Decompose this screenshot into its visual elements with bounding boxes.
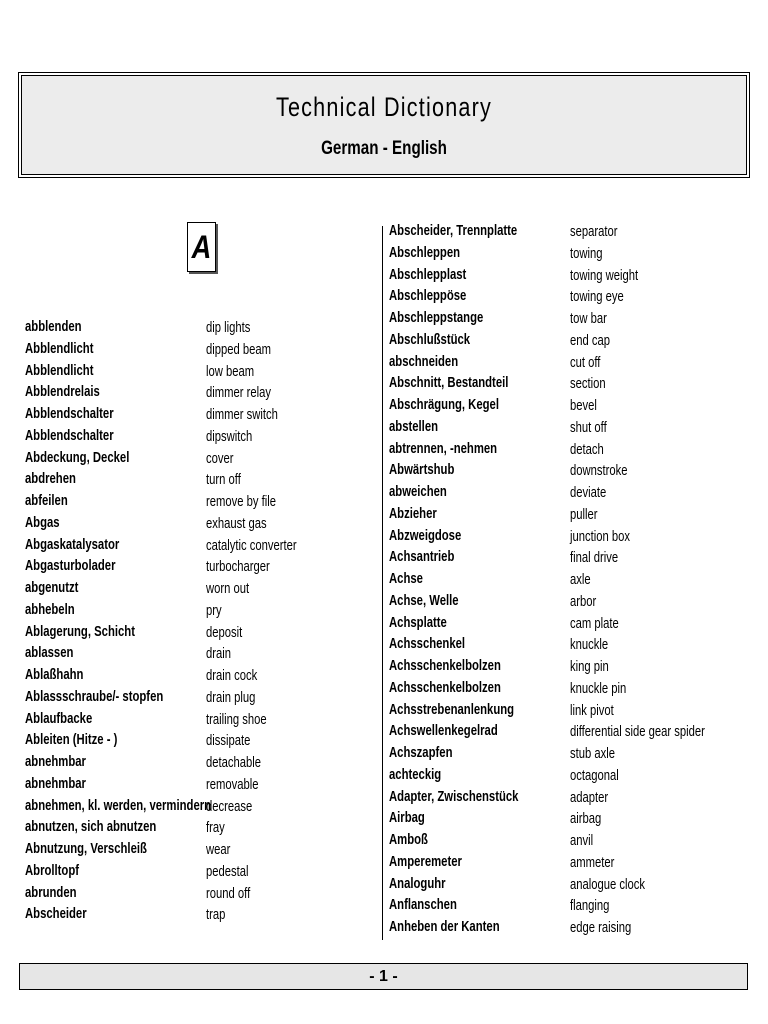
german-term: Abzieher — [389, 505, 437, 522]
title-box — [18, 72, 750, 178]
english-term: dimmer relay — [206, 384, 272, 402]
english-term: turbocharger — [206, 558, 270, 576]
english-term: end cap — [570, 331, 611, 349]
english-term: towing weight — [570, 266, 639, 284]
german-term: Achswellenkegelrad — [389, 723, 498, 740]
german-term: Abschleppstange — [389, 310, 484, 326]
german-term: abhebeln — [25, 601, 75, 618]
english-term: downstroke — [570, 462, 628, 480]
german-term: Abnutzung, Verschleiß — [25, 841, 147, 857]
english-term: tow bar — [570, 310, 607, 327]
english-term: trailing shoe — [206, 710, 267, 728]
german-term: Achsantrieb — [389, 549, 455, 566]
english-term: pry — [206, 601, 222, 619]
german-term: Achsschenkelbolzen — [389, 679, 501, 696]
german-term: Abblendschalter — [25, 427, 114, 444]
german-term: ablassen — [25, 645, 74, 662]
english-term: towing eye — [570, 288, 624, 306]
english-term: octagonal — [570, 766, 619, 784]
german-term: Achsschenkel — [389, 636, 466, 653]
english-term: link pivot — [570, 701, 614, 719]
german-term: Anheben der Kanten — [389, 919, 500, 935]
page-number: - 1 - — [369, 968, 398, 985]
english-term: adapter — [570, 788, 609, 806]
german-term: Abblendschalter — [25, 406, 114, 422]
english-term: trap — [206, 906, 226, 924]
english-term: round off — [206, 884, 251, 902]
german-term: abweichen — [389, 484, 447, 500]
german-term: Achsschenkelbolzen — [389, 658, 501, 674]
english-term: dissipate — [206, 732, 251, 750]
german-term: Achsstrebenanlenkung — [389, 701, 515, 718]
german-term: Abgas — [25, 514, 60, 531]
german-term: Analoguhr — [389, 875, 446, 892]
english-term: dipswitch — [206, 427, 253, 445]
german-term: Abschrägung, Kegel — [389, 397, 499, 413]
german-term: Achse, Welle — [389, 592, 459, 609]
english-term: detach — [570, 440, 604, 458]
section-letter: A — [191, 229, 212, 265]
german-term: Abblendlicht — [25, 340, 94, 357]
page-title: Technical Dictionary — [275, 92, 493, 122]
german-term: Ableiten (Hitze - ) — [25, 732, 118, 749]
german-term: Abscheider — [25, 906, 87, 923]
english-term: junction box — [570, 527, 631, 545]
german-term: abstellen — [389, 418, 439, 435]
german-term: Abschnitt, Bestandteil — [389, 375, 509, 392]
german-term: abnutzen, sich abnutzen — [25, 819, 157, 836]
english-term: axle — [570, 571, 591, 588]
english-term: drain plug — [206, 688, 256, 706]
english-term: decrease — [206, 797, 253, 815]
german-term: Abschlepplast — [389, 266, 467, 283]
column-divider — [382, 226, 383, 940]
english-term: drain cock — [206, 667, 258, 684]
english-term: puller — [570, 505, 598, 523]
german-term: Abzweigdose — [389, 527, 462, 544]
german-term: abdrehen — [25, 471, 76, 488]
german-term: abschneiden — [389, 353, 459, 370]
german-term: abgenutzt — [25, 580, 79, 596]
english-term: stub axle — [570, 745, 616, 762]
german-term: Abschleppöse — [389, 288, 467, 305]
page-subtitle: German - English — [321, 138, 447, 159]
english-term: deposit — [206, 623, 243, 641]
footer-box — [19, 963, 748, 990]
english-term: catalytic converter — [206, 536, 297, 554]
german-term: Abdeckung, Deckel — [25, 449, 130, 466]
german-term: Ablassschraube/- stopfen — [25, 688, 164, 705]
german-term: Abgasturbolader — [25, 558, 116, 575]
english-term: deviate — [570, 484, 607, 501]
english-term: king pin — [570, 658, 609, 675]
section-letter-box — [187, 222, 216, 272]
german-term: Achse — [389, 571, 423, 587]
german-term: Abgaskatalysator — [25, 536, 120, 553]
english-term: section — [570, 375, 606, 393]
german-term: Abblendrelais — [25, 384, 100, 401]
english-term: wear — [206, 841, 231, 858]
german-term: Ablagerung, Schicht — [25, 623, 135, 640]
english-term: turn off — [206, 471, 241, 489]
german-term: abnehmen, kl. werden, vermindern — [25, 797, 212, 814]
english-term: final drive — [570, 549, 619, 567]
english-term: fray — [206, 819, 225, 837]
english-term: dimmer switch — [206, 406, 278, 423]
german-term: Abscheider, Trennplatte — [389, 223, 518, 239]
english-term: knuckle pin — [570, 679, 627, 697]
english-term: cut off — [570, 353, 601, 371]
german-term: abnehmbar — [25, 775, 86, 792]
german-term: Abschleppen — [389, 244, 461, 261]
english-term: arbor — [570, 592, 597, 610]
english-term: removable — [206, 775, 259, 793]
english-term: flanging — [570, 897, 610, 915]
german-term: Anflanschen — [389, 897, 457, 914]
german-term: Adapter, Zwischenstück — [389, 788, 519, 805]
german-term: Ablaufbacke — [25, 710, 93, 727]
english-term: pedestal — [206, 862, 249, 880]
english-term: anvil — [570, 832, 594, 849]
german-term: abblenden — [25, 319, 82, 335]
german-term: abrunden — [25, 884, 77, 901]
english-term: worn out — [206, 580, 250, 597]
english-term: edge raising — [570, 919, 632, 936]
english-term: dipped beam — [206, 340, 272, 358]
english-term: airbag — [570, 810, 602, 828]
english-term: exhaust gas — [206, 514, 267, 532]
german-term: Abblendlicht — [25, 362, 94, 379]
english-term: cam plate — [570, 614, 619, 632]
german-term: Amperemeter — [389, 853, 462, 870]
english-term: ammeter — [570, 853, 615, 871]
german-term: abnehmbar — [25, 754, 86, 770]
english-term: drain — [206, 645, 232, 663]
english-term: towing — [570, 244, 603, 262]
title-box-inner — [21, 75, 747, 175]
english-term: remove by file — [206, 493, 277, 510]
german-term: Airbag — [389, 810, 425, 827]
english-term: low beam — [206, 362, 255, 380]
english-term: cover — [206, 449, 234, 467]
german-term: Achszapfen — [389, 745, 453, 761]
english-term: dip lights — [206, 319, 251, 336]
english-term: shut off — [570, 418, 607, 436]
german-term: Abrolltopf — [25, 862, 80, 879]
english-term: differential side gear spider — [570, 723, 705, 741]
german-term: Achsplatte — [389, 614, 447, 631]
german-term: Abschlußstück — [389, 331, 471, 348]
english-term: detachable — [206, 754, 262, 771]
german-term: abtrennen, -nehmen — [389, 440, 498, 457]
german-term: abfeilen — [25, 493, 68, 509]
english-term: separator — [570, 223, 618, 240]
english-term: analogue clock — [570, 875, 646, 893]
german-term: Abwärtshub — [389, 462, 455, 479]
english-term: knuckle — [570, 636, 609, 654]
german-term: achteckig — [389, 766, 442, 783]
english-term: bevel — [570, 397, 597, 414]
german-term: Amboß — [389, 832, 428, 848]
german-term: Ablaßhahn — [25, 667, 84, 683]
